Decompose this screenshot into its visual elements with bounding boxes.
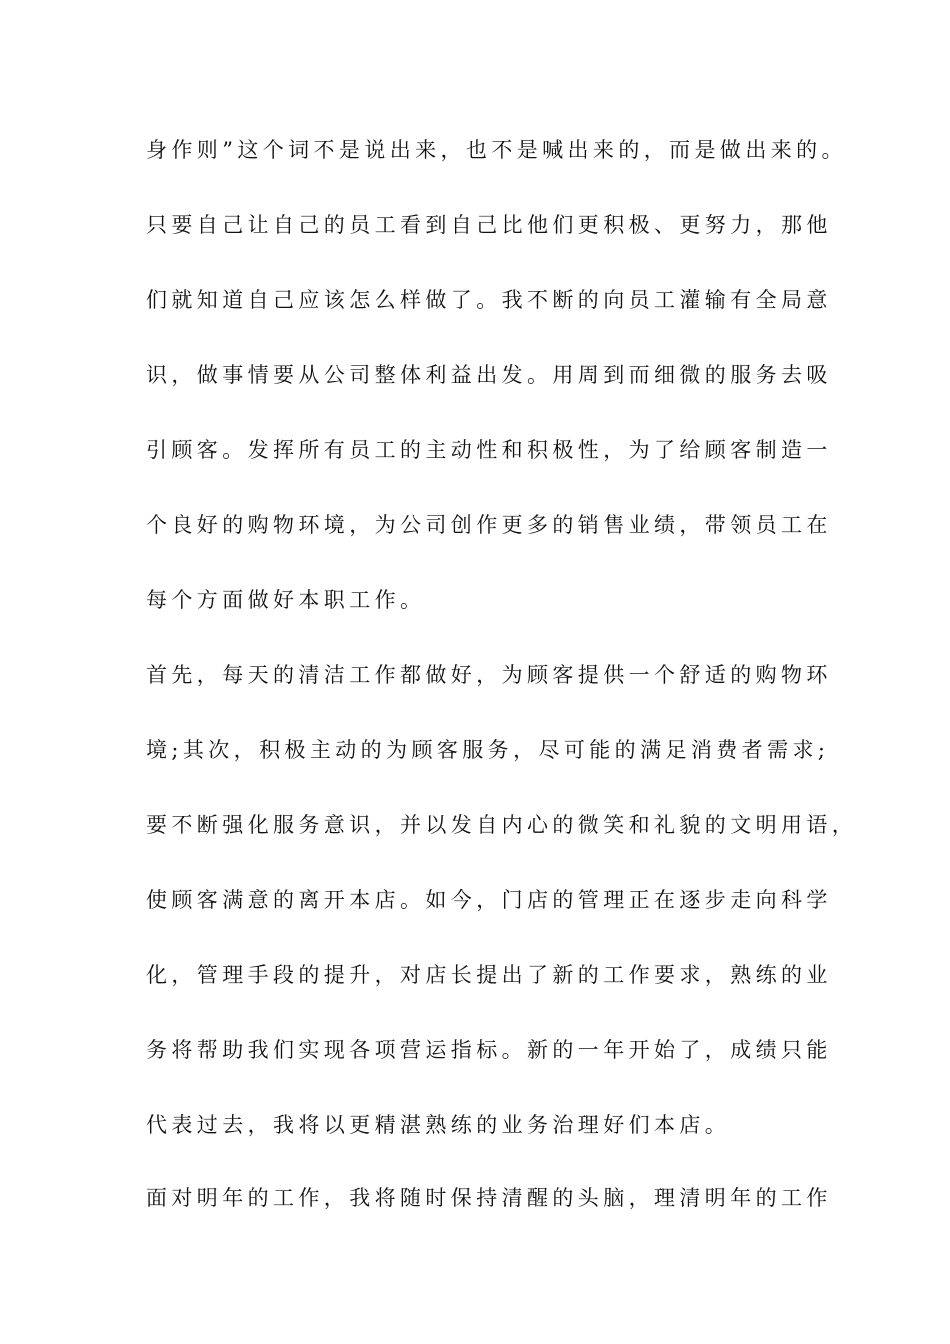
text-line: 引顾客。发挥所有员工的主动性和积极性，为了给顾客制造一 bbox=[146, 438, 832, 462]
text-line: 使顾客满意的离开本店。如今，门店的管理正在逐步走向科学 bbox=[146, 888, 832, 912]
text-line: 境;其次，积极主动的为顾客服务，尽可能的满足消费者需求; bbox=[146, 738, 830, 762]
text-line: 个良好的购物环境，为公司创作更多的销售业绩，带领员工在 bbox=[146, 513, 832, 537]
text-line: 面对明年的工作，我将随时保持清醒的头脑，理清明年的工作 bbox=[146, 1186, 832, 1210]
text-line: 务将帮助我们实现各项营运指标。新的一年开始了，成绩只能 bbox=[146, 1038, 832, 1062]
text-line: 身作则”这个词不是说出来，也不是喊出来的，而是做出来的。 bbox=[146, 138, 847, 162]
text-line: 要不断强化服务意识，并以发自内心的微笑和礼貌的文明用语， bbox=[146, 813, 858, 837]
text-line: 们就知道自己应该怎么样做了。我不断的向员工灌输有全局意 bbox=[146, 288, 832, 312]
text-line: 代表过去，我将以更精湛熟练的业务治理好们本店。 bbox=[146, 1113, 731, 1137]
text-line: 每个方面做好本职工作。 bbox=[146, 588, 426, 612]
text-line: 化，管理手段的提升，对店长提出了新的工作要求，熟练的业 bbox=[146, 963, 832, 987]
text-line: 只要自己让自己的员工看到自己比他们更积极、更努力，那他 bbox=[146, 213, 832, 237]
text-line: 首先，每天的清洁工作都做好，为顾客提供一个舒适的购物环 bbox=[146, 663, 832, 687]
text-line: 识，做事情要从公司整体利益出发。用周到而细微的服务去吸 bbox=[146, 363, 832, 387]
